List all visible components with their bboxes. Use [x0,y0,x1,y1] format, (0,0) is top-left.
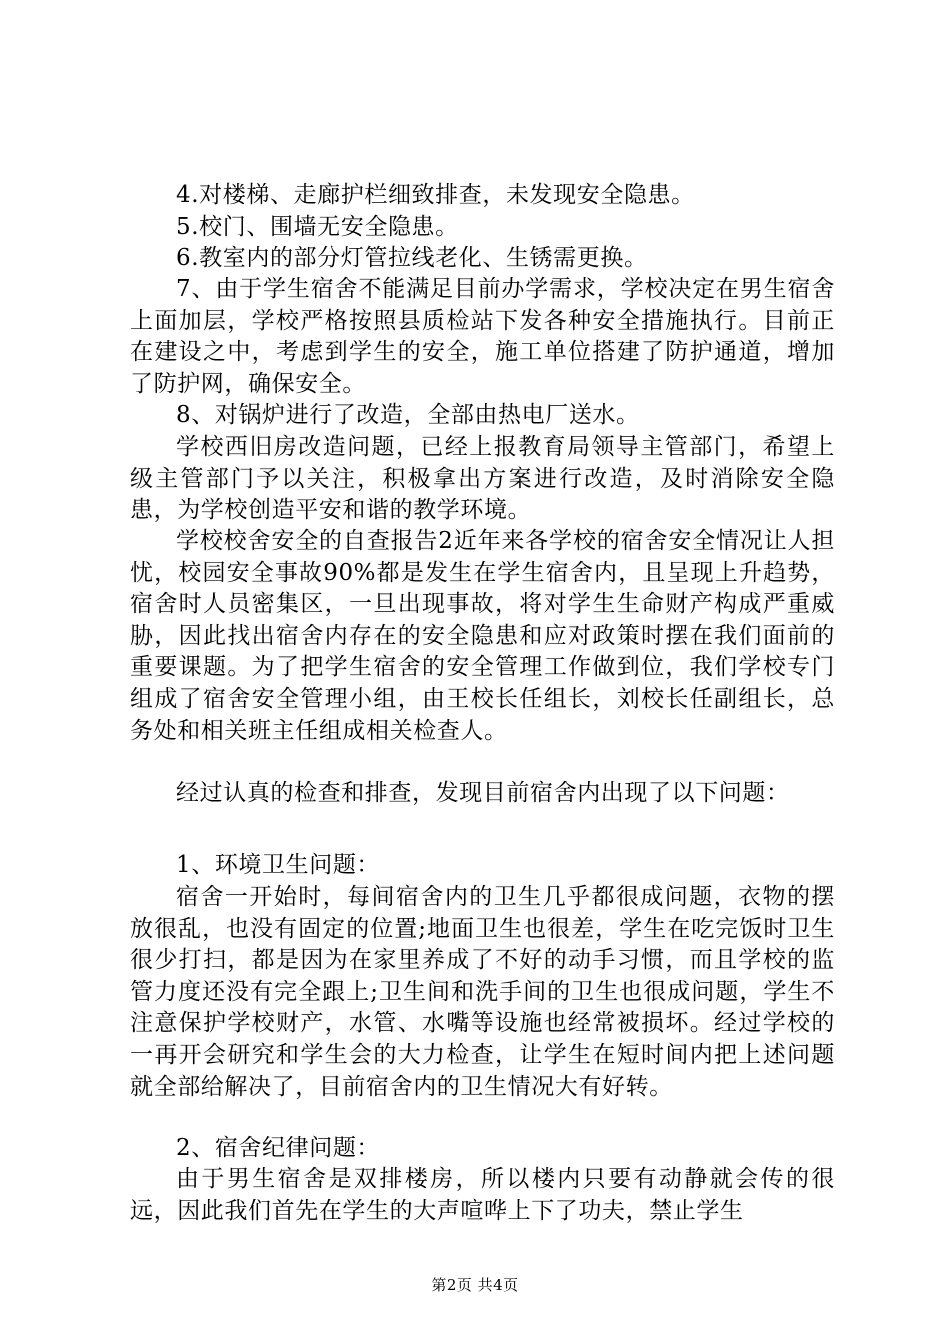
paragraph-self-inspection-report: 学校校舍安全的自查报告2近年来各学校的宿舍安全情况让人担忧，校园安全事故90%都是发生在学生宿舍内，且呈现上升趋势，宿舍时人员密集区，一旦出现事故，将对学生生命财产构成严重威胁，因此找出宿舍内存在的安全隐患和应对政策时摆在我们面前的重要课题。为了把学生宿舍的安全管理工作做到位，我们学校专门组成了宿舍安全管理小组，由王校长任组长，刘校长任副组长，总务处和相关班主任组成相关检查人。 [130,528,835,744]
paragraph-item-4: 4.对楼梯、走廊护栏细致排查，未发现安全隐患。 [176,182,695,208]
paragraph-item-8: 8、对锅炉进行了改造，全部由热电厂送水。 [176,402,640,428]
page-footer: 第2页 共4页 [431,1276,519,1294]
section-heading-discipline: 2、宿舍纪律问题： [176,1135,381,1161]
section-heading-hygiene: 1、环境卫生问题： [176,852,381,878]
paragraph-item-6: 6.教室内的部分灯管拉线老化、生锈需更换。 [176,245,648,271]
paragraph-item-7: 7、由于学生宿舍不能满足目前办学需求，学校决定在男生宿舍上面加层，学校严格按照县质检站下发各种安全措施执行。目前正在建设之中，考虑到学生的安全，施工单位搭建了防护通道，增加了防护网，确保安全。 [130,276,835,397]
paragraph-discipline: 由于男生宿舍是双排楼房，所以楼内只要有动静就会传的很远，因此我们首先在学生的大声喧哗上下了功夫，禁止学生 [130,1166,835,1224]
paragraph-item-5: 5.校门、围墙无安全隐患。 [176,214,459,240]
paragraph-findings-intro: 经过认真的检查和排查，发现目前宿舍内出现了以下问题： [176,780,790,806]
paragraph-hygiene: 宿舍一开始时，每间宿舍内的卫生几乎都很成问题，衣物的摆放很乱，也没有固定的位置;地面卫生也很差，学生在吃完饭时卫生很少打扫，都是因为在家里养成了不好的动手习惯，而且学校的监管力度还没有完全跟上;卫生间和洗手间的卫生也很成问题，学生不注意保护学校财产，水管、水嘴等设施也经常被损坏。经过学校的一再开会研究和学生会的大力检查，让学生在短时间内把上述问题就全部给解决了，目前宿舍内的卫生情况大有好转。 [130,884,835,1100]
paragraph-renovation: 学校西旧房改造问题，已经上报教育局领导主管部门，希望上级主管部门予以关注，积极拿出方案进行改造，及时消除安全隐患，为学校创造平安和谐的教学环境。 [130,434,835,524]
